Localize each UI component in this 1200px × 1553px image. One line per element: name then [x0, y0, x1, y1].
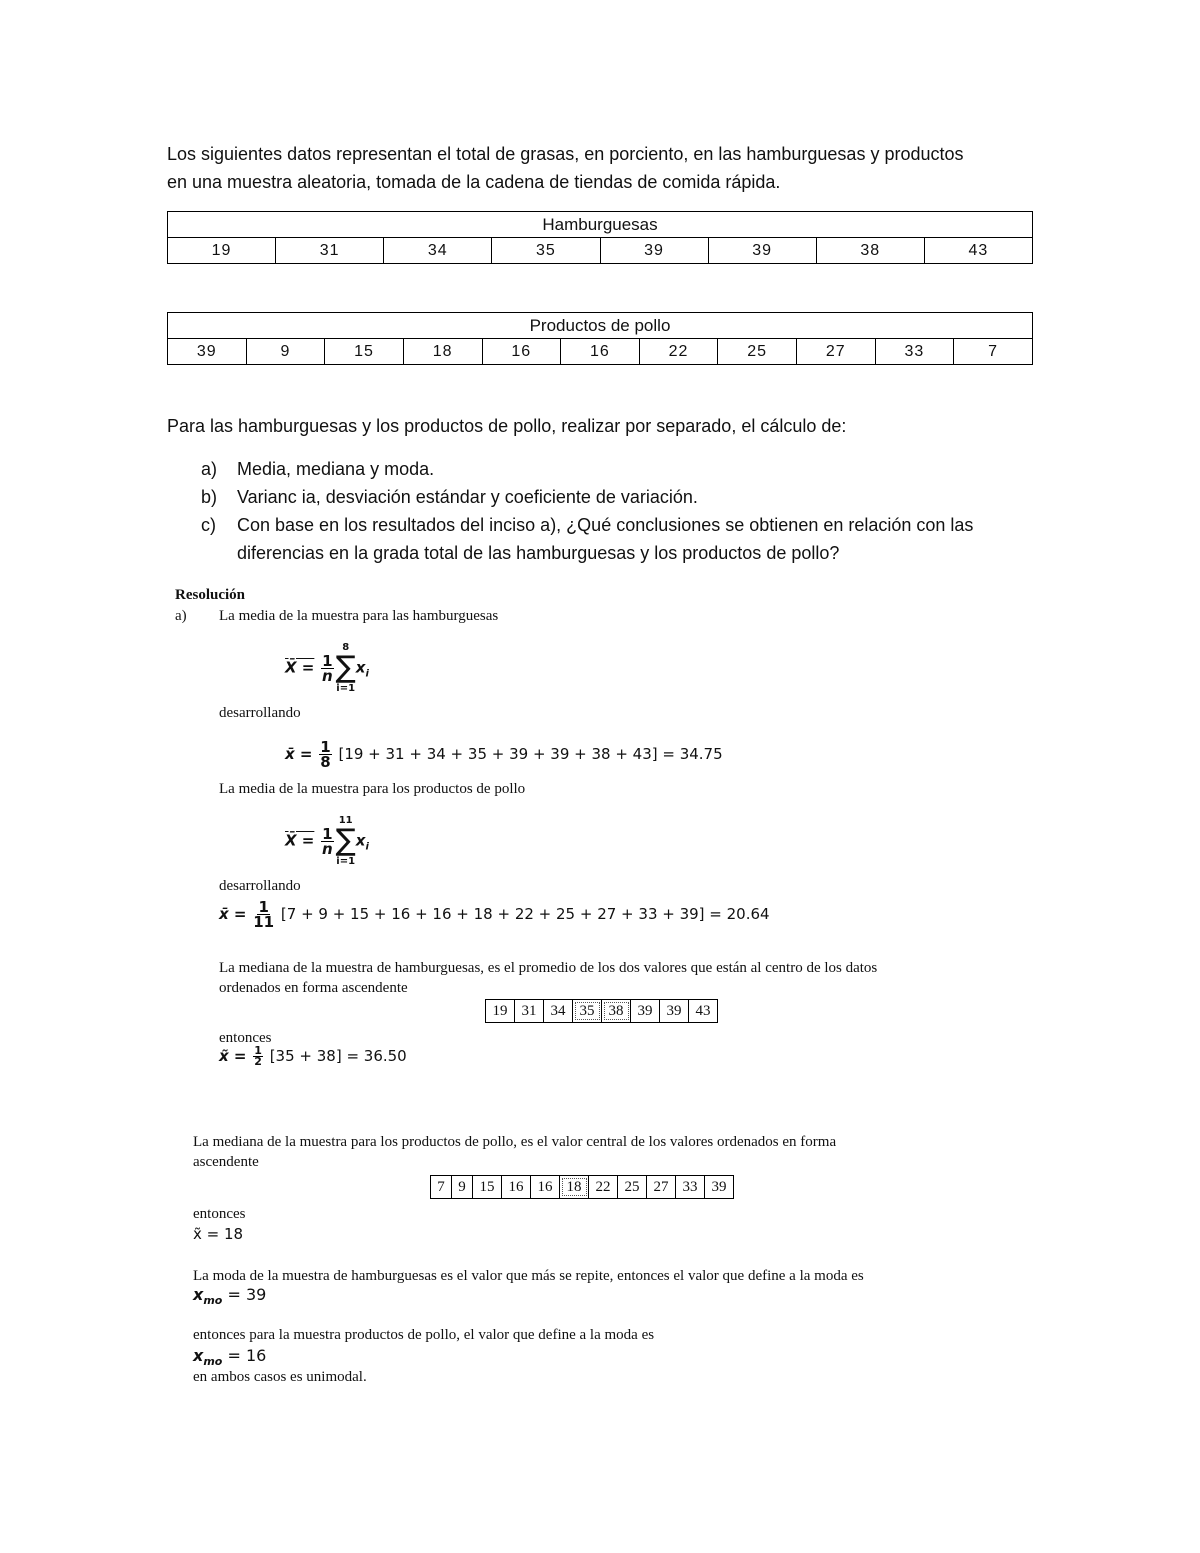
task-list — [167, 455, 1047, 567]
intro-line-2: en una muestra aleatoria, tomada de la cadena de tiendas de comida rápida. — [167, 172, 781, 192]
table-cell: 43 — [924, 238, 1032, 264]
list-item — [167, 511, 1047, 539]
item-text: Varianc ia, desviación estándar y coeficiente de variación. — [237, 487, 698, 507]
eq-body: [35 + 38] = 36.50 — [269, 1047, 407, 1065]
sorted-value: 15 — [473, 1176, 502, 1198]
fraction — [253, 1046, 263, 1067]
pollo-table — [167, 312, 1033, 365]
mode-variable: x — [193, 1285, 204, 1304]
table-cell: 25 — [718, 339, 797, 365]
sum-term: x — [355, 831, 366, 850]
table-cell: 27 — [797, 339, 876, 365]
sum-upper-limit: 8 — [342, 642, 350, 653]
eq-lhs: x̄ = — [285, 745, 313, 763]
table-cell: 31 — [276, 238, 384, 264]
numerator: 1 — [320, 738, 331, 756]
eq-body: [7 + 9 + 15 + 16 + 16 + 18 + 22 + 25 + 27 + 33 + 39] = 20.64 — [280, 905, 770, 923]
denominator: n — [322, 839, 333, 858]
sorted-value: 31 — [515, 1000, 544, 1022]
item-text: diferencias en la grada total de las hamburguesas y los productos de pollo? — [237, 543, 840, 563]
fraction — [321, 824, 333, 858]
table-cell: 38 — [816, 238, 924, 264]
sorted-value: 9 — [452, 1176, 473, 1198]
denominator: 11 — [253, 913, 275, 931]
mode-subscript: mo — [203, 1355, 223, 1369]
sorted-value: 39 — [660, 1000, 689, 1022]
table-cell: 16 — [482, 339, 561, 365]
table-cell: 19 — [168, 238, 276, 264]
sorted-value: 39 — [631, 1000, 660, 1022]
eq-lhs: x̃ = — [219, 1047, 247, 1065]
formula-lhs: X̄ = — [285, 658, 315, 677]
table-cell: 9 — [246, 339, 325, 365]
sorted-burgers-box — [485, 999, 718, 1023]
mode-chicken-text: entonces para la muestra productos de pollo, el valor que define a la moda es — [193, 1327, 655, 1343]
sorted-value: 19 — [486, 1000, 515, 1022]
median-burgers-line-2: ordenados en forma ascendente — [219, 980, 408, 996]
table-cell: 7 — [954, 339, 1033, 365]
sorted-value: 43 — [695, 1003, 711, 1019]
mode-result-chicken — [193, 1346, 266, 1368]
hamburguesas-table — [167, 211, 1033, 264]
sorted-value: 33 — [676, 1176, 705, 1198]
entonces-label-2: entonces — [193, 1206, 246, 1222]
table-cell: 34 — [384, 238, 492, 264]
table-cell: 18 — [403, 339, 482, 365]
hamburguesas-values-row — [168, 238, 1033, 264]
eq-lhs: x̄ = — [219, 905, 247, 923]
mean-calc-burgers — [285, 740, 723, 769]
sorted-value: 16 — [502, 1176, 531, 1198]
pollo-values-row — [168, 339, 1033, 365]
summation-symbol: 8 ∑ i=1 — [335, 642, 356, 694]
sum-lower-limit: i=1 — [336, 856, 356, 867]
sorted-value: 39 — [711, 1179, 727, 1195]
summation-symbol: 11 ∑ i=1 — [335, 815, 356, 867]
instructions-text: Para las hamburguesas y los productos de pollo, realizar por separado, el cálculo de: — [167, 416, 847, 436]
sum-lower-limit: i=1 — [336, 683, 356, 694]
mode-subscript: mo — [203, 1294, 223, 1308]
intro-paragraph — [167, 140, 1047, 196]
mode-result-burgers — [193, 1285, 266, 1307]
desarrollando-label-2: desarrollando — [219, 878, 301, 894]
numerator: 1 — [322, 824, 333, 843]
item-text: Media, mediana y moda. — [237, 459, 435, 479]
sum-term: x — [355, 658, 366, 677]
pollo-table-title: Productos de pollo — [168, 313, 1033, 339]
numerator: 1 — [322, 651, 333, 670]
sorted-value: 22 — [589, 1176, 618, 1198]
table-cell: 39 — [600, 238, 708, 264]
numerator: 1 — [254, 1044, 262, 1057]
intro-line-1: Los siguientes datos representan el total de grasas, en porciento, en las hamburguesas y productos — [167, 144, 964, 164]
mode-variable: x — [193, 1346, 204, 1365]
list-item — [167, 483, 1047, 511]
eq-body: [19 + 31 + 34 + 35 + 39 + 39 + 38 + 43] = 34.75 — [338, 745, 723, 763]
sorted-value: 7 — [431, 1176, 452, 1198]
sorted-value-highlighted: 18 — [560, 1176, 589, 1198]
table-cell: 33 — [875, 339, 954, 365]
item-label: c) — [201, 515, 216, 535]
table-cell: 35 — [492, 238, 600, 264]
table-cell: 16 — [561, 339, 640, 365]
sorted-value-highlighted: 35 — [573, 1000, 602, 1022]
fraction — [321, 651, 333, 685]
fraction — [253, 900, 274, 929]
hamburguesas-table-title: Hamburguesas — [168, 212, 1033, 238]
median-chicken-line-1: La mediana de la muestra para los productos de pollo, es el valor central de los valores ordenados en forma — [193, 1134, 837, 1150]
median-burgers-text — [219, 958, 1029, 998]
item-label: b) — [201, 487, 218, 507]
sorted-value: 34 — [544, 1000, 573, 1022]
mode-burgers-text: La moda de la muestra de hamburguesas es el valor que más se repite, entonces el valor que define a la moda es — [193, 1268, 864, 1284]
mean-formula-burgers: X̄ = $\frac{1}{n}$ 8 ∑ i=1 $x_i$ — [285, 642, 369, 694]
median-chicken-line-2: ascendente — [193, 1154, 259, 1170]
denominator: 8 — [320, 753, 331, 771]
mean-chicken-intro: La media de la muestra para los productos de pollo — [219, 781, 526, 797]
numerator: 1 — [258, 898, 269, 916]
table-cell: 22 — [639, 339, 718, 365]
median-calc-burgers — [219, 1046, 407, 1067]
formula-lhs: X̄ = — [285, 831, 315, 850]
mode-value: = 16 — [227, 1346, 267, 1365]
resolution-heading: Resolución — [175, 587, 246, 603]
mean-formula-chicken: X̄ = $\frac{1}{n}$ 11 ∑ i=1 $x_i$ — [285, 815, 369, 867]
mode-value: = 39 — [227, 1285, 267, 1304]
sorted-chicken-box — [430, 1175, 734, 1199]
part-a-label: a) — [175, 608, 187, 624]
sum-upper-limit: 11 — [338, 815, 353, 826]
median-chicken-text — [193, 1132, 1021, 1172]
item-label: a) — [201, 459, 218, 479]
mean-calc-chicken — [219, 900, 770, 929]
sorted-value-highlighted: 38 — [602, 1000, 631, 1022]
sorted-value: 25 — [618, 1176, 647, 1198]
table-cell: 39 — [708, 238, 816, 264]
median-burgers-line-1: La mediana de la muestra de hamburguesas, es el promedio de los dos valores que están al centro de los datos — [219, 960, 878, 976]
list-item — [167, 539, 1047, 567]
table-cell: 39 — [168, 339, 247, 365]
denominator: n — [322, 666, 333, 685]
sorted-value: 16 — [531, 1176, 560, 1198]
entonces-label-1: entonces — [219, 1030, 272, 1046]
item-text: Con base en los resultados del inciso a), ¿Qué conclusiones se obtienen en relación con las — [237, 515, 974, 535]
mean-burgers-intro: La media de la muestra para las hamburguesas — [219, 608, 499, 624]
denominator: 2 — [254, 1055, 262, 1068]
sorted-value: 27 — [647, 1176, 676, 1198]
median-result-chicken: x̃ = 18 — [193, 1225, 244, 1243]
fraction — [319, 740, 331, 769]
desarrollando-label-1: desarrollando — [219, 705, 301, 721]
conclusion-text: en ambos casos es unimodal. — [193, 1369, 367, 1385]
table-cell: 15 — [325, 339, 404, 365]
list-item — [167, 455, 1047, 483]
